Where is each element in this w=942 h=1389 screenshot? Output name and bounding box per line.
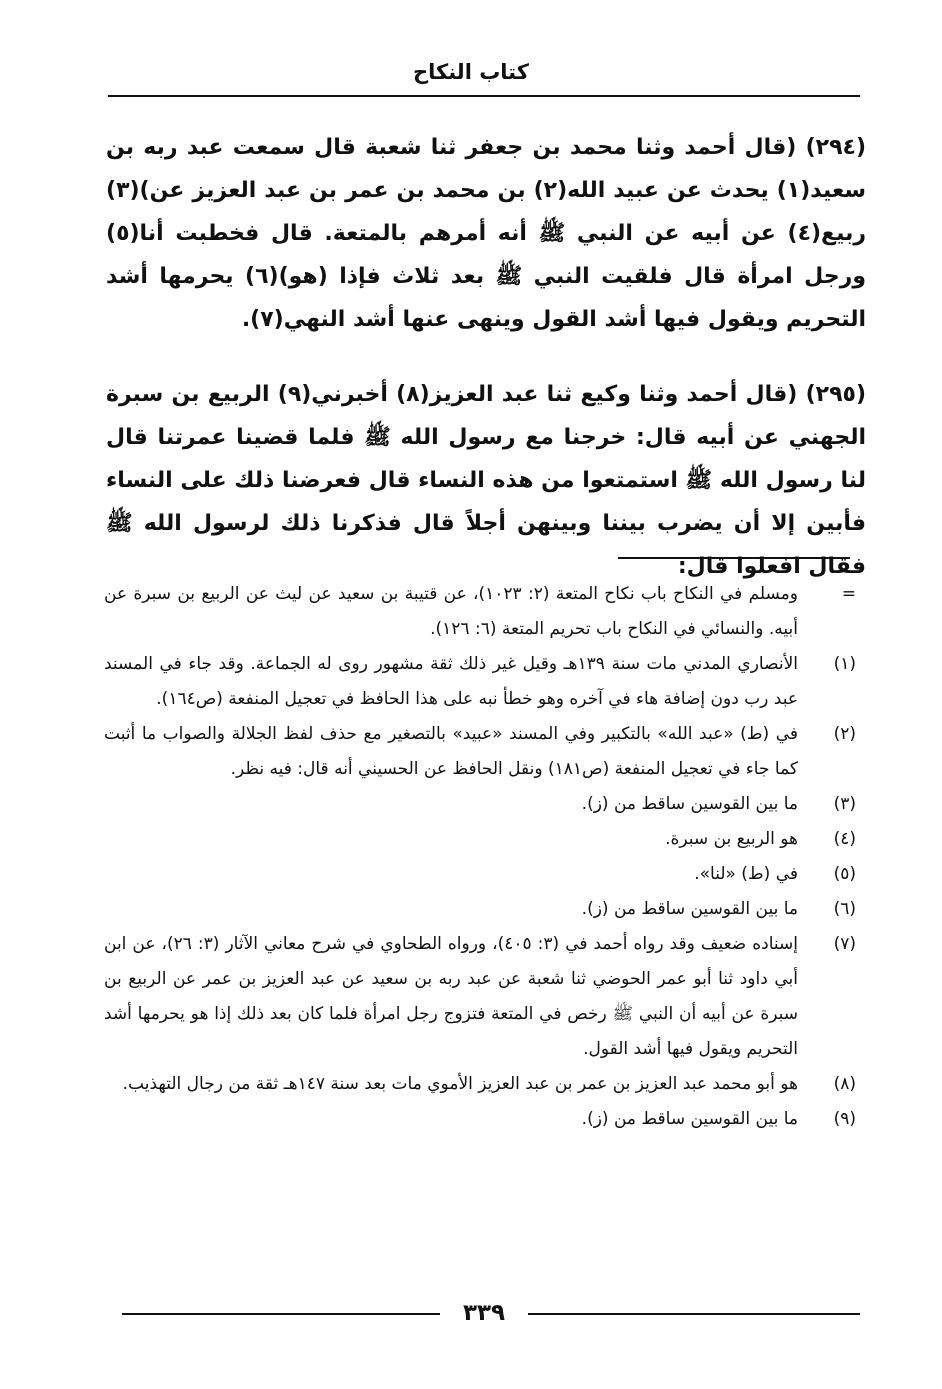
- footnote-text: ومسلم في النكاح باب نكاح المتعة (٢: ١٠٢٣)، عن قتيبة بن سعيد عن ليث عن الربيع بن سبرة عن أبيه. والنسائي في النكاح باب تحريم المتعة (٦: ١٢٦).: [104, 584, 798, 639]
- footnotes: [104, 577, 864, 1137]
- running-head-title: كتاب النكاح: [413, 60, 529, 84]
- hadith-295-text: (٢٩٥) (قال أحمد وثنا وكيع ثنا عبد العزيز(٨) أخبرني(٩) الربيع بن سبرة الجهني عن أبيه قال: خرجنا مع رسول الله ﷺ فلما قضينا عمرتنا قال لنا رسول الله ﷺ استمتعوا من هذه النساء قال فعرضنا ذلك على النساء فأبين إلا أن يضرب بيننا وبينهن أجلاً قال فذكرنا ذلك لرسول الله ﷺ فقال افعلوا قال:: [106, 382, 866, 579]
- footnote-number: (٩): [833, 1109, 856, 1129]
- footnote-number: (١): [833, 654, 856, 674]
- footnote-8: [104, 1067, 864, 1102]
- footnote-text: ما بين القوسين ساقط من (ز).: [581, 1109, 798, 1129]
- footnote-text: الأنصاري المدني مات سنة ١٣٩هـ وقيل غير ذلك ثقة مشهور روى له الجماعة. وقد جاء في المسند عبد رب دون إضافة هاء في آخره وهو خطأ نبه على هذا الحافظ في تعجيل المنفعة (ص١٦٤).: [104, 654, 798, 709]
- footnote-7: [104, 927, 864, 1067]
- footnote-9: [104, 1102, 864, 1137]
- main-text: [106, 126, 866, 588]
- footnote-number: (٤): [833, 829, 856, 849]
- header-rule: [108, 95, 860, 97]
- footer-rule-right: [528, 1313, 860, 1315]
- footnote-number: (٢): [833, 724, 856, 744]
- footnote-text: هو أبو محمد عبد العزيز بن عمر بن عبد العزيز الأموي مات بعد سنة ١٤٧هـ ثقة من رجال التهذيب.: [122, 1074, 798, 1094]
- page-footer: [0, 1298, 942, 1328]
- footnote-number: (٨): [833, 1074, 856, 1094]
- footnote-4: [104, 822, 864, 857]
- footnote-2: [104, 717, 864, 787]
- footnote-number: (٥): [833, 864, 856, 884]
- footnote-1: [104, 647, 864, 717]
- footnote-text: إسناده ضعيف وقد رواه أحمد في (٣: ٤٠٥)، ورواه الطحاوي في شرح معاني الآثار (٣: ٢٦)، عن ابن أبي داود ثنا أبو عمر الحوضي ثنا شعبة عن عبد ربه بن سعيد عن عبد العزيز بن عمر عن الربيع بن سبرة عن أبيه أن النبي ﷺ رخص في المتعة فتزوج رجل امرأة فلما كان بعد ذلك إذا هو يحرمها أشد التحريم ويقول فيها أشد القول.: [104, 934, 798, 1059]
- footnote-separator: [618, 557, 850, 559]
- footnote-number: (٣): [833, 794, 856, 814]
- footer-rule-left: [122, 1313, 440, 1315]
- footnote-number: (٦): [833, 899, 856, 919]
- footnote-text: في (ط) «عبد الله» بالتكبير وفي المسند «عبيد» بالتصغير مع حذف لفظ الجلالة والصواب ما أثبت كما جاء في تعجيل المنفعة (ص١٨١) ونقل الحافظ عن الحسيني أنه قال: فيه نظر.: [104, 724, 798, 779]
- footnote-6: [104, 892, 864, 927]
- footnote-number: =: [841, 584, 856, 604]
- footnote-5: [104, 857, 864, 892]
- hadith-294: [106, 126, 866, 341]
- footnote-text: في (ط) «لنا».: [694, 864, 798, 884]
- footnote-number: (٧): [833, 934, 856, 954]
- footnote-continuation: [104, 577, 864, 647]
- footnote-text: ما بين القوسين ساقط من (ز).: [581, 794, 798, 814]
- hadith-294-text: (٢٩٤) (قال أحمد وثنا محمد بن جعفر ثنا شعبة قال سمعت عبد ربه بن سعيد(١) يحدث عن عبيد الله(٢) بن محمد بن عمر بن عبد العزيز عن)(٣) ربيع(٤) عن أبيه عن النبي ﷺ أنه أمرهم بالمتعة. قال فخطبت أنا(٥) ورجل امرأة قال فلقيت النبي ﷺ بعد ثلاث فإذا (هو)(٦) يحرمها أشد التحريم ويقول فيها أشد القول وينهى عنها أشد النهي(٧).: [106, 135, 867, 332]
- footnote-text: ما بين القوسين ساقط من (ز).: [581, 899, 798, 919]
- hadith-295: [106, 373, 866, 588]
- footnote-3: [104, 787, 864, 822]
- footnote-text: هو الربيع بن سبرة.: [665, 829, 798, 849]
- page-number: ٣٣٩: [462, 1300, 506, 1326]
